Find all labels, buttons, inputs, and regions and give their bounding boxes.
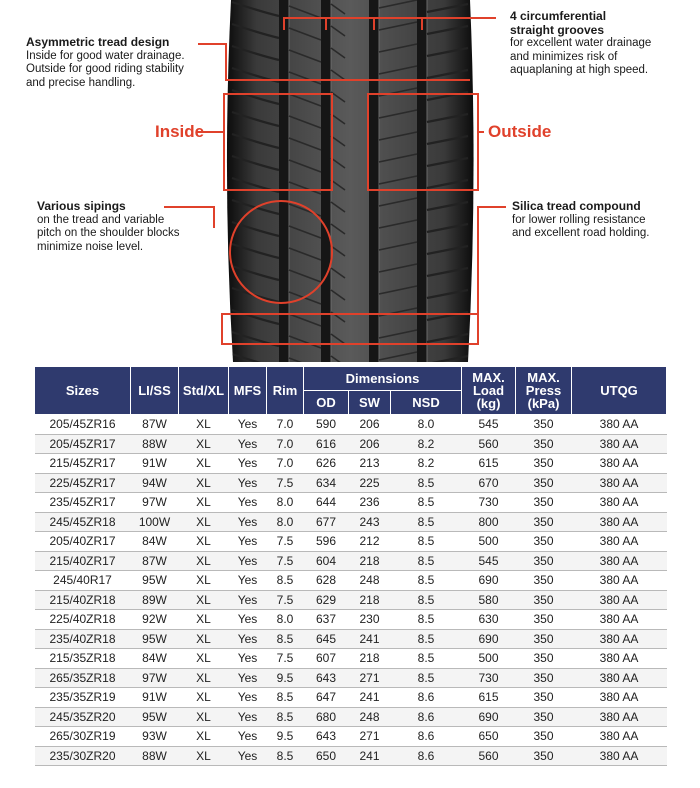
annotation-title: Various sipings: [37, 199, 126, 213]
cell-max-press: 350: [516, 610, 572, 630]
cell-load-index: 88W: [131, 746, 179, 766]
cell-mfs: Yes: [229, 746, 267, 766]
cell-od: 643: [304, 727, 349, 747]
cell-od: 637: [304, 610, 349, 630]
annotation-sipings: [37, 200, 217, 254]
cell-od: 650: [304, 746, 349, 766]
cell-std-xl: XL: [179, 434, 229, 454]
cell-nsd: 8.5: [391, 551, 462, 571]
cell-nsd: 8.0: [391, 415, 462, 435]
cell-mfs: Yes: [229, 493, 267, 513]
cell-max-press: 350: [516, 532, 572, 552]
cell-utqg: 380 AA: [572, 434, 667, 454]
table-body: [35, 415, 667, 766]
cell-max-press: 350: [516, 668, 572, 688]
cell-utqg: 380 AA: [572, 688, 667, 708]
cell-sw: 241: [349, 629, 391, 649]
cell-load-index: 97W: [131, 668, 179, 688]
col-header-dimensions: Dimensions: [304, 367, 462, 391]
table-row: [35, 727, 667, 747]
cell-sw: 218: [349, 649, 391, 669]
groove: [417, 0, 427, 365]
cell-utqg: 380 AA: [572, 571, 667, 591]
groove: [369, 0, 379, 365]
cell-load-index: 92W: [131, 610, 179, 630]
cell-rim: 8.0: [267, 512, 304, 532]
cell-utqg: 380 AA: [572, 668, 667, 688]
cell-mfs: Yes: [229, 512, 267, 532]
cell-utqg: 380 AA: [572, 493, 667, 513]
cell-mfs: Yes: [229, 415, 267, 435]
table-row: [35, 707, 667, 727]
annotation-title: Silica tread compound: [512, 199, 641, 213]
cell-mfs: Yes: [229, 571, 267, 591]
col-header-nsd: NSD: [391, 391, 462, 415]
cell-od: 626: [304, 454, 349, 474]
cell-utqg: 380 AA: [572, 649, 667, 669]
cell-mfs: Yes: [229, 727, 267, 747]
cell-mfs: Yes: [229, 629, 267, 649]
cell-rim: 9.5: [267, 727, 304, 747]
cell-size: 265/30ZR19: [35, 727, 131, 747]
cell-nsd: 8.5: [391, 473, 462, 493]
table-row: [35, 610, 667, 630]
cell-max-load: 690: [462, 571, 516, 591]
table-row: [35, 415, 667, 435]
cell-nsd: 8.5: [391, 571, 462, 591]
col-header-max-press: MAX. Press (kPa): [516, 367, 572, 415]
cell-mfs: Yes: [229, 610, 267, 630]
cell-max-load: 580: [462, 590, 516, 610]
table-row: [35, 571, 667, 591]
cell-max-press: 350: [516, 629, 572, 649]
cell-size: 245/35ZR20: [35, 707, 131, 727]
cell-sw: 241: [349, 688, 391, 708]
cell-rim: 8.5: [267, 629, 304, 649]
cell-load-index: 91W: [131, 454, 179, 474]
cell-utqg: 380 AA: [572, 746, 667, 766]
cell-od: 629: [304, 590, 349, 610]
col-header-sizes: Sizes: [35, 367, 131, 415]
cell-mfs: Yes: [229, 688, 267, 708]
cell-load-index: 87W: [131, 415, 179, 435]
annotation-silica: [512, 200, 692, 241]
cell-sw: 218: [349, 590, 391, 610]
table-row: [35, 649, 667, 669]
cell-od: 643: [304, 668, 349, 688]
cell-utqg: 380 AA: [572, 629, 667, 649]
cell-rim: 7.0: [267, 434, 304, 454]
groove: [321, 0, 331, 365]
table-row: [35, 512, 667, 532]
table-row: [35, 434, 667, 454]
annotation-line: on the tread and variable: [37, 213, 165, 226]
cell-utqg: 380 AA: [572, 532, 667, 552]
annotation-line: for lower rolling resistance: [512, 213, 646, 226]
cell-mfs: Yes: [229, 649, 267, 669]
cell-size: 225/45ZR17: [35, 473, 131, 493]
cell-std-xl: XL: [179, 415, 229, 435]
table-row: [35, 454, 667, 474]
cell-std-xl: XL: [179, 707, 229, 727]
cell-size: 265/35ZR18: [35, 668, 131, 688]
cell-size: 215/45ZR17: [35, 454, 131, 474]
cell-std-xl: XL: [179, 454, 229, 474]
cell-load-index: 97W: [131, 493, 179, 513]
outside-label: Outside: [488, 122, 552, 141]
cell-od: 628: [304, 571, 349, 591]
cell-od: 677: [304, 512, 349, 532]
table-row: [35, 668, 667, 688]
cell-load-index: 89W: [131, 590, 179, 610]
cell-mfs: Yes: [229, 532, 267, 552]
cell-nsd: 8.5: [391, 590, 462, 610]
cell-sw: 236: [349, 493, 391, 513]
cell-nsd: 8.6: [391, 727, 462, 747]
cell-utqg: 380 AA: [572, 454, 667, 474]
cell-std-xl: XL: [179, 512, 229, 532]
cell-size: 225/40ZR18: [35, 610, 131, 630]
cell-max-load: 800: [462, 512, 516, 532]
cell-max-load: 730: [462, 493, 516, 513]
cell-max-load: 670: [462, 473, 516, 493]
cell-rim: 8.5: [267, 571, 304, 591]
annotation-line: and minimizes risk of: [510, 50, 618, 63]
cell-load-index: 94W: [131, 473, 179, 493]
cell-od: 590: [304, 415, 349, 435]
cell-utqg: 380 AA: [572, 727, 667, 747]
cell-max-load: 690: [462, 707, 516, 727]
annotation-line: pitch on the shoulder blocks: [37, 227, 180, 239]
cell-utqg: 380 AA: [572, 610, 667, 630]
annotation-line: for excellent water drainage: [510, 37, 652, 49]
cell-rim: 7.5: [267, 551, 304, 571]
cell-std-xl: XL: [179, 532, 229, 552]
cell-max-press: 350: [516, 571, 572, 591]
cell-max-press: 350: [516, 590, 572, 610]
cell-max-load: 545: [462, 551, 516, 571]
cell-nsd: 8.6: [391, 746, 462, 766]
cell-rim: 7.5: [267, 532, 304, 552]
cell-load-index: 84W: [131, 649, 179, 669]
cell-rim: 7.0: [267, 454, 304, 474]
cell-std-xl: XL: [179, 688, 229, 708]
cell-od: 604: [304, 551, 349, 571]
cell-std-xl: XL: [179, 473, 229, 493]
col-header-od: OD: [304, 391, 349, 415]
cell-max-press: 350: [516, 473, 572, 493]
cell-rim: 8.5: [267, 688, 304, 708]
cell-load-index: 100W: [131, 512, 179, 532]
cell-max-load: 730: [462, 668, 516, 688]
cell-nsd: 8.5: [391, 512, 462, 532]
cell-nsd: 8.5: [391, 668, 462, 688]
cell-utqg: 380 AA: [572, 707, 667, 727]
cell-std-xl: XL: [179, 610, 229, 630]
cell-std-xl: XL: [179, 746, 229, 766]
cell-size: 205/40ZR17: [35, 532, 131, 552]
cell-std-xl: XL: [179, 590, 229, 610]
cell-max-press: 350: [516, 454, 572, 474]
cell-max-load: 500: [462, 649, 516, 669]
cell-sw: 225: [349, 473, 391, 493]
cell-nsd: 8.5: [391, 629, 462, 649]
cell-max-load: 545: [462, 415, 516, 435]
table-row: [35, 473, 667, 493]
annotation-title: 4 circumferential: [510, 9, 607, 23]
cell-nsd: 8.2: [391, 454, 462, 474]
cell-load-index: 95W: [131, 707, 179, 727]
cell-std-xl: XL: [179, 571, 229, 591]
cell-load-index: 91W: [131, 688, 179, 708]
cell-size: 215/40ZR17: [35, 551, 131, 571]
annotation-title: Asymmetric tread design: [26, 35, 170, 49]
cell-max-press: 350: [516, 649, 572, 669]
cell-std-xl: XL: [179, 668, 229, 688]
cell-nsd: 8.6: [391, 707, 462, 727]
cell-max-press: 350: [516, 746, 572, 766]
cell-utqg: 380 AA: [572, 551, 667, 571]
tire-body: [227, 0, 474, 365]
col-header-rim: Rim: [267, 367, 304, 415]
cell-std-xl: XL: [179, 727, 229, 747]
cell-load-index: 93W: [131, 727, 179, 747]
col-header-std-xl: Std/XL: [179, 367, 229, 415]
cell-max-load: 500: [462, 532, 516, 552]
annotation-line: Inside for good water drainage.: [26, 49, 185, 62]
cell-sw: 206: [349, 434, 391, 454]
col-header-li-ss: LI/SS: [131, 367, 179, 415]
cell-sw: 248: [349, 571, 391, 591]
cell-size: 215/35ZR18: [35, 649, 131, 669]
cell-od: 596: [304, 532, 349, 552]
cell-load-index: 84W: [131, 532, 179, 552]
tire-spec-table: [34, 366, 667, 766]
cell-sw: 271: [349, 668, 391, 688]
cell-mfs: Yes: [229, 707, 267, 727]
cell-max-press: 350: [516, 512, 572, 532]
cell-std-xl: XL: [179, 493, 229, 513]
table-row: [35, 493, 667, 513]
cell-max-press: 350: [516, 688, 572, 708]
annotation-line: and precise handling.: [26, 76, 136, 89]
cell-size: 215/40ZR18: [35, 590, 131, 610]
cell-load-index: 87W: [131, 551, 179, 571]
cell-sw: 213: [349, 454, 391, 474]
cell-utqg: 380 AA: [572, 512, 667, 532]
cell-od: 647: [304, 688, 349, 708]
cell-rim: 7.5: [267, 649, 304, 669]
cell-nsd: 8.2: [391, 434, 462, 454]
cell-mfs: Yes: [229, 551, 267, 571]
cell-nsd: 8.5: [391, 532, 462, 552]
cell-od: 680: [304, 707, 349, 727]
cell-size: 245/40R17: [35, 571, 131, 591]
annotation-line: minimize noise level.: [37, 240, 144, 253]
cell-od: 645: [304, 629, 349, 649]
table-row: [35, 590, 667, 610]
cell-rim: 8.0: [267, 493, 304, 513]
cell-size: 205/45ZR17: [35, 434, 131, 454]
cell-mfs: Yes: [229, 434, 267, 454]
cell-size: 245/45ZR18: [35, 512, 131, 532]
cell-mfs: Yes: [229, 454, 267, 474]
cell-std-xl: XL: [179, 551, 229, 571]
cell-size: 235/45ZR17: [35, 493, 131, 513]
table-row: [35, 629, 667, 649]
cell-sw: 212: [349, 532, 391, 552]
col-header-max-load: MAX. Load (kg): [462, 367, 516, 415]
groove: [279, 0, 289, 365]
cell-od: 644: [304, 493, 349, 513]
cell-sw: 271: [349, 727, 391, 747]
cell-sw: 243: [349, 512, 391, 532]
cell-od: 607: [304, 649, 349, 669]
table-row: [35, 551, 667, 571]
col-header-mfs: MFS: [229, 367, 267, 415]
cell-rim: 8.0: [267, 610, 304, 630]
annotation-line: Outside for good riding stability: [26, 63, 184, 75]
cell-std-xl: XL: [179, 649, 229, 669]
annotation-title: straight grooves: [510, 22, 605, 37]
cell-mfs: Yes: [229, 473, 267, 493]
col-header-utqg: UTQG: [572, 367, 667, 415]
cell-rim: 7.0: [267, 415, 304, 435]
table-row: [35, 688, 667, 708]
annotation-line: and excellent road holding.: [512, 227, 650, 239]
cell-load-index: 88W: [131, 434, 179, 454]
cell-max-load: 650: [462, 727, 516, 747]
cell-size: 235/35ZR19: [35, 688, 131, 708]
cell-sw: 230: [349, 610, 391, 630]
cell-rim: 9.5: [267, 668, 304, 688]
cell-utqg: 380 AA: [572, 415, 667, 435]
table-row: [35, 746, 667, 766]
cell-nsd: 8.6: [391, 688, 462, 708]
cell-max-press: 350: [516, 551, 572, 571]
cell-utqg: 380 AA: [572, 590, 667, 610]
cell-od: 616: [304, 434, 349, 454]
cell-max-press: 350: [516, 493, 572, 513]
cell-mfs: Yes: [229, 590, 267, 610]
cell-size: 235/30ZR20: [35, 746, 131, 766]
cell-rim: 8.5: [267, 707, 304, 727]
cell-rim: 7.5: [267, 590, 304, 610]
cell-size: 205/45ZR16: [35, 415, 131, 435]
cell-nsd: 8.5: [391, 610, 462, 630]
cell-size: 235/40ZR18: [35, 629, 131, 649]
cell-max-press: 350: [516, 727, 572, 747]
cell-sw: 206: [349, 415, 391, 435]
col-header-sw: SW: [349, 391, 391, 415]
cell-max-press: 350: [516, 707, 572, 727]
cell-max-load: 560: [462, 434, 516, 454]
cell-nsd: 8.5: [391, 493, 462, 513]
cell-od: 634: [304, 473, 349, 493]
table-row: [35, 532, 667, 552]
cell-mfs: Yes: [229, 668, 267, 688]
cell-max-load: 690: [462, 629, 516, 649]
cell-max-load: 615: [462, 688, 516, 708]
cell-max-load: 560: [462, 746, 516, 766]
cell-rim: 7.5: [267, 473, 304, 493]
cell-sw: 241: [349, 746, 391, 766]
cell-nsd: 8.5: [391, 649, 462, 669]
annotation-asymmetric: [26, 36, 226, 90]
cell-rim: 8.5: [267, 746, 304, 766]
cell-max-press: 350: [516, 434, 572, 454]
cell-utqg: 380 AA: [572, 473, 667, 493]
cell-sw: 248: [349, 707, 391, 727]
cell-max-load: 630: [462, 610, 516, 630]
cell-std-xl: XL: [179, 629, 229, 649]
inside-label: Inside: [155, 122, 205, 141]
cell-sw: 218: [349, 551, 391, 571]
cell-max-press: 350: [516, 415, 572, 435]
annotation-grooves: [510, 10, 695, 78]
cell-load-index: 95W: [131, 571, 179, 591]
cell-max-load: 615: [462, 454, 516, 474]
cell-load-index: 95W: [131, 629, 179, 649]
annotation-line: aquaplaning at high speed.: [510, 64, 649, 76]
